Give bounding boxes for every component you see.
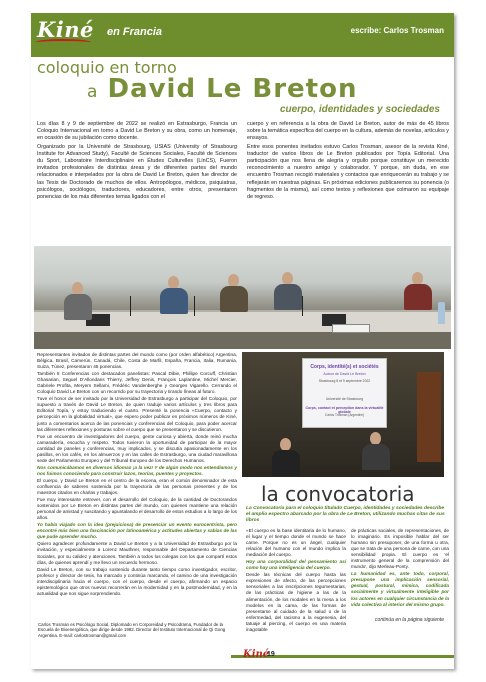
title-line-3: cuerpo, identidades y sociedades	[279, 104, 440, 115]
section-title: en Francia	[107, 26, 163, 38]
slide-dates: Strasbourg 8 et 9 septembre 2022	[318, 379, 371, 383]
convocatoria-col-1	[246, 528, 346, 632]
panelist-body	[220, 286, 248, 312]
convocatoria-quote-1: Hoy una corporalidad del pensamiento así como hay una inteligencia del cuerpo.	[246, 559, 346, 571]
nameplate	[332, 324, 370, 333]
microphone-icon	[194, 296, 195, 316]
intro-left-p2: Organizado por la Université de Strasbourg, USIAS (University of Strasbourg Institute for Advanced Study), Faculté de Sciences Sociales, Faculté de Sciences du Sport, Laboratoire Interdisciplinaire en Études Culturelles (LinCS), Fueron invitados profesionales de distintas áreas y de diferentes partes del mundo relacionados e interpelados por la obra de David Le Breton, quien fue director de las Tesis de Doctorado de muchos de ellos. Antropólogos, médicos, psiquiatras, psicólogos, sociólogos, traductores, educadores, entre otros, presentaron ponencias de los más diferentes temas ligados con el	[37, 143, 237, 201]
body-p4: Fue un encuentro de investigadores del cuerpo, gente curiosa y abierta, donde reinó mucha camaradería, escucha y respeto. Todos tuvieron la oportunidad de participar de la mayor cantidad de paneles y conferencias, muy implicados, y se discutía apasionadamente en los pasillos, en los cafés, en los almuerzos y en las calles de Estrasburgo, una ciudad maravillosa sede del Parlamento Europeo y del Tribunal Europeo de los Derechos Humanos.	[37, 433, 237, 463]
intro-right-p1: cuerpo y en referencia a la obra de David Le Breton, autor de más de 45 libros sobre la temática específica del cuerpo en la cultura, además de novelas, artículos y ensayos.	[247, 121, 449, 142]
microphone-icon	[130, 296, 131, 316]
convocatoria-col-2	[351, 528, 449, 616]
panel-table-front	[34, 332, 451, 349]
convocatoria-text-2: Desde las técnicas del cuerpo hasta las expresiones de afecto, de las percepciones sensoriales a las inscripciones tegumentarias, de las prácticas de higiene a las de la alimentación, de los modales en la mesa a los modelos en la cama, de las formas de presentarse al cuidado de la salud o de la enfermedad, del racismo a la eugenesia, del tatuaje al piercing, el cuerpo es una materia inagotable	[246, 572, 346, 632]
intro-left-column	[37, 121, 237, 237]
title-line-1: coloquio en torno	[37, 58, 177, 77]
body-p2: También 5 Conferencias con destacados panelistas: Pascal Dibie, Phillipe Corcuff, Christian Ghasarian, Seguel D'Allondans Thierry, Jeffrey Denis, François Laplantine, Michel Mercier, Gabriele Profita, Meryem Sellami, Frédéric Vandenberghe y Georges Vigarello. Cerrando el Coloquio David Le Breton con un recorrido por su trayectoria y tirando líneas al futuro.	[37, 371, 237, 395]
body-left-column	[37, 352, 237, 620]
footer-logo: Kiné	[243, 649, 270, 660]
projection-screen	[302, 358, 387, 428]
byline: escribe: Carlos Trosman	[350, 26, 444, 35]
continue-note: continúa en la página siguiente	[375, 617, 444, 623]
slide-theme: Corps, contact et perception dans la virtualité globale	[305, 406, 384, 414]
logo-swoosh-icon	[35, 39, 91, 46]
author-note: Carlos Trosman es Psicólogo Social, Diplomado en Corporeidad y Psicodrama, Fundador de la Escuela de Bioenergética, que dirige desde 1982. Director del Instituto Internacional de Qi Gong Argentina. E-mail: carlostrosman@gmail.com	[38, 622, 226, 638]
kine-logo: Kiné	[37, 17, 94, 42]
door	[417, 372, 441, 462]
title-prefix: a	[87, 82, 98, 102]
water-bottle-icon	[438, 302, 445, 324]
body-p5: El cuerpo, y David Le Breton en el centro de la escena, eran el común denominador de esta confluencia de saberes sostenida por la trayectoria de las personas presentes y de los maestros citados en charlas y trabajos.	[37, 477, 237, 496]
panelist-body	[404, 284, 432, 310]
intro-right-column	[247, 121, 449, 237]
speaker-body	[272, 450, 300, 476]
panelist-body	[274, 284, 302, 310]
body-p3: Tuve el honor de ser invitado por la Universidad de Estrasburgo a participar del Coloquio, por supuesto a través de David Le Breton, de quien traduje varios artículos y tres libros para Editorial Topía, y estoy traduciendo el cuarto. Presenté la ponencia «Cuerpo, contacto y percepción en la globalidad virtual», que espero poder publicar en próximos números de Kiné, junto a comentarios acerca de las ponencias y conferencias del Coloquio, para poder acercar las diferentes reflexiones y posturas sobre el cuerpo que se presentaron y se discutieron.	[37, 396, 237, 432]
convocatoria-text-3: de prácticas sociales, de representaciones, de lo imaginario. Es imposible hablar del ser humano sin presuponer, de una forma u otra, que se trata de una persona de carne, con una sensibilidad propia. El cuerpo es 'el instrumento general de la comprensión del mundo', dijo Merleau-Ponty.	[351, 528, 449, 570]
panelist-body	[160, 288, 188, 314]
convocatoria-heading: la convocatoria	[261, 482, 415, 506]
conference-photo	[242, 352, 444, 477]
slide-speaker: Carlos Trosman (Argentine)	[324, 413, 365, 417]
magazine-page	[31, 13, 454, 669]
panelist-body	[64, 294, 92, 320]
main-panel-photo	[34, 246, 451, 349]
intro-right-p2: Entre esos ponentes invitados estuvo Carlos Trosman, asesor de la revista Kiné, traductor de varios libros de Le Breton publicados por Topía Editorial. Una participación que nos llena de alegría y orgullo porque constituye un merecido reconocimiento a nuestro amigo y colaborador. Y porque, sin duda, en ese encuentro Trosman recogió materiales y contactos que enriquecerán su trabajo y se reflejarán en nuestras páginas. En próximas ediciones publicaremos su ponencia (o fragmentos de la misma), así como textos y reflexiones que colmaron su equipaje de regreso.	[247, 143, 449, 201]
convocatoria-lead: La Convocatoria para el coloquio titulado Cuerpo, identidades y sociedades describe el amplio espectro abarcado por la obra de Le Breton, utilizando muchas citas de sus libros	[246, 506, 445, 524]
slide-location: Université de Strasbourg	[325, 397, 364, 401]
body-p8: David Le Breton, con su trabajo sostenido durante tanto tiempo como investigador, escritor, profesor y director de tesis, ha marcado y continúa marcando, el camino de una investigación interdisciplinaria hacia el cuerpo, con el cuerpo, desde el cuerpo, afirmando un espacio epistemológico que otros nuevos recorrerán en la modernidad y en la postmodernidad, y en la actualidad que nos sigue sorprendiendo.	[37, 566, 237, 596]
title-line-2	[87, 74, 357, 104]
body-p7: Quiero agradecer profundamente a David Le Breton y a la Universidad de Estrasburgo por la invitación, y especialmente a Lorenz Mauthner, responsable del Departamento de Ciencias Sociales, por su calidez y atenciones. También a todos los colegas con los que compartí estos días, de quienes aprendí y me llevo un recuerdo hermoso.	[37, 541, 237, 565]
pull-quote-1: Nos comunicábamos en diversos idiomas ¡a la vez! Y de algún modo nos entendíamos y nos fuimos conociendo para construir lazos, teorías, puentes y proyectos.	[37, 464, 237, 476]
pull-quote-2: Yo había viajado con la idea (prejuiciosa) de presenciar un evento eurocentrista, pero encontré más bien una fascinación por latinoamérica y actitudes abiertas y sabias de las que pude aprender mucho.	[37, 522, 237, 540]
page-number: 19	[267, 651, 275, 658]
body-p1: Representantes invitados de distintas partes del mundo como (por orden alfabético) Argentina, Bélgica, Brasil, Camerún, Canadá, Chile, Costa de Marfil, España, Francia, Italia, Rumania, Suiza, Túnez, presentaron 45 ponencias.	[37, 352, 237, 370]
slide-title: Corps, identité(s) et sociétés	[310, 364, 379, 370]
intro-left-p1: Los días 8 y 9 de septiembre de 2022 se realizó en Estrasburgo, Francia un Coloquio Internacional en torno a David Le Breton y su obra, como un homenaje, en ocasión de su jubilación como docente.	[37, 121, 237, 142]
body-p6: Fue muy interesante entrever, con el desarrollo del Coloquio, de la cantidad de Doctorandos sostenidos por Le Breton en distintas partes del mundo, con quienes mantiene una relación personal de amistad y suscitando y apuntalando el desarrollo de estos estudios a lo largo de los años.	[37, 497, 237, 521]
convocatoria-quote-2: La humanidad es, ante todo, corporal, presupone una implicación sensorial, gestual, postural, mímica, codificada socialmente y virtualmente inteligible por los actores en cualquier circunstancia de la vida colectiva al interior del mismo grupo.	[351, 571, 449, 607]
speaker-body	[362, 444, 390, 470]
header-bar	[31, 13, 454, 57]
convocatoria-text-1: «El cuerpo es la base identitaria de lo humano, el lugar y el tiempo donde el mundo se hace carne. Porque no es un ángel, cualquier relación del humano con el mundo implica la mediación del cuerpo.	[246, 528, 346, 558]
microphone-icon	[302, 296, 303, 316]
page-footer	[231, 647, 454, 669]
title-name: David Le Breton	[107, 74, 358, 104]
slide-subtitle: Autour de David Le Breton	[323, 372, 366, 376]
